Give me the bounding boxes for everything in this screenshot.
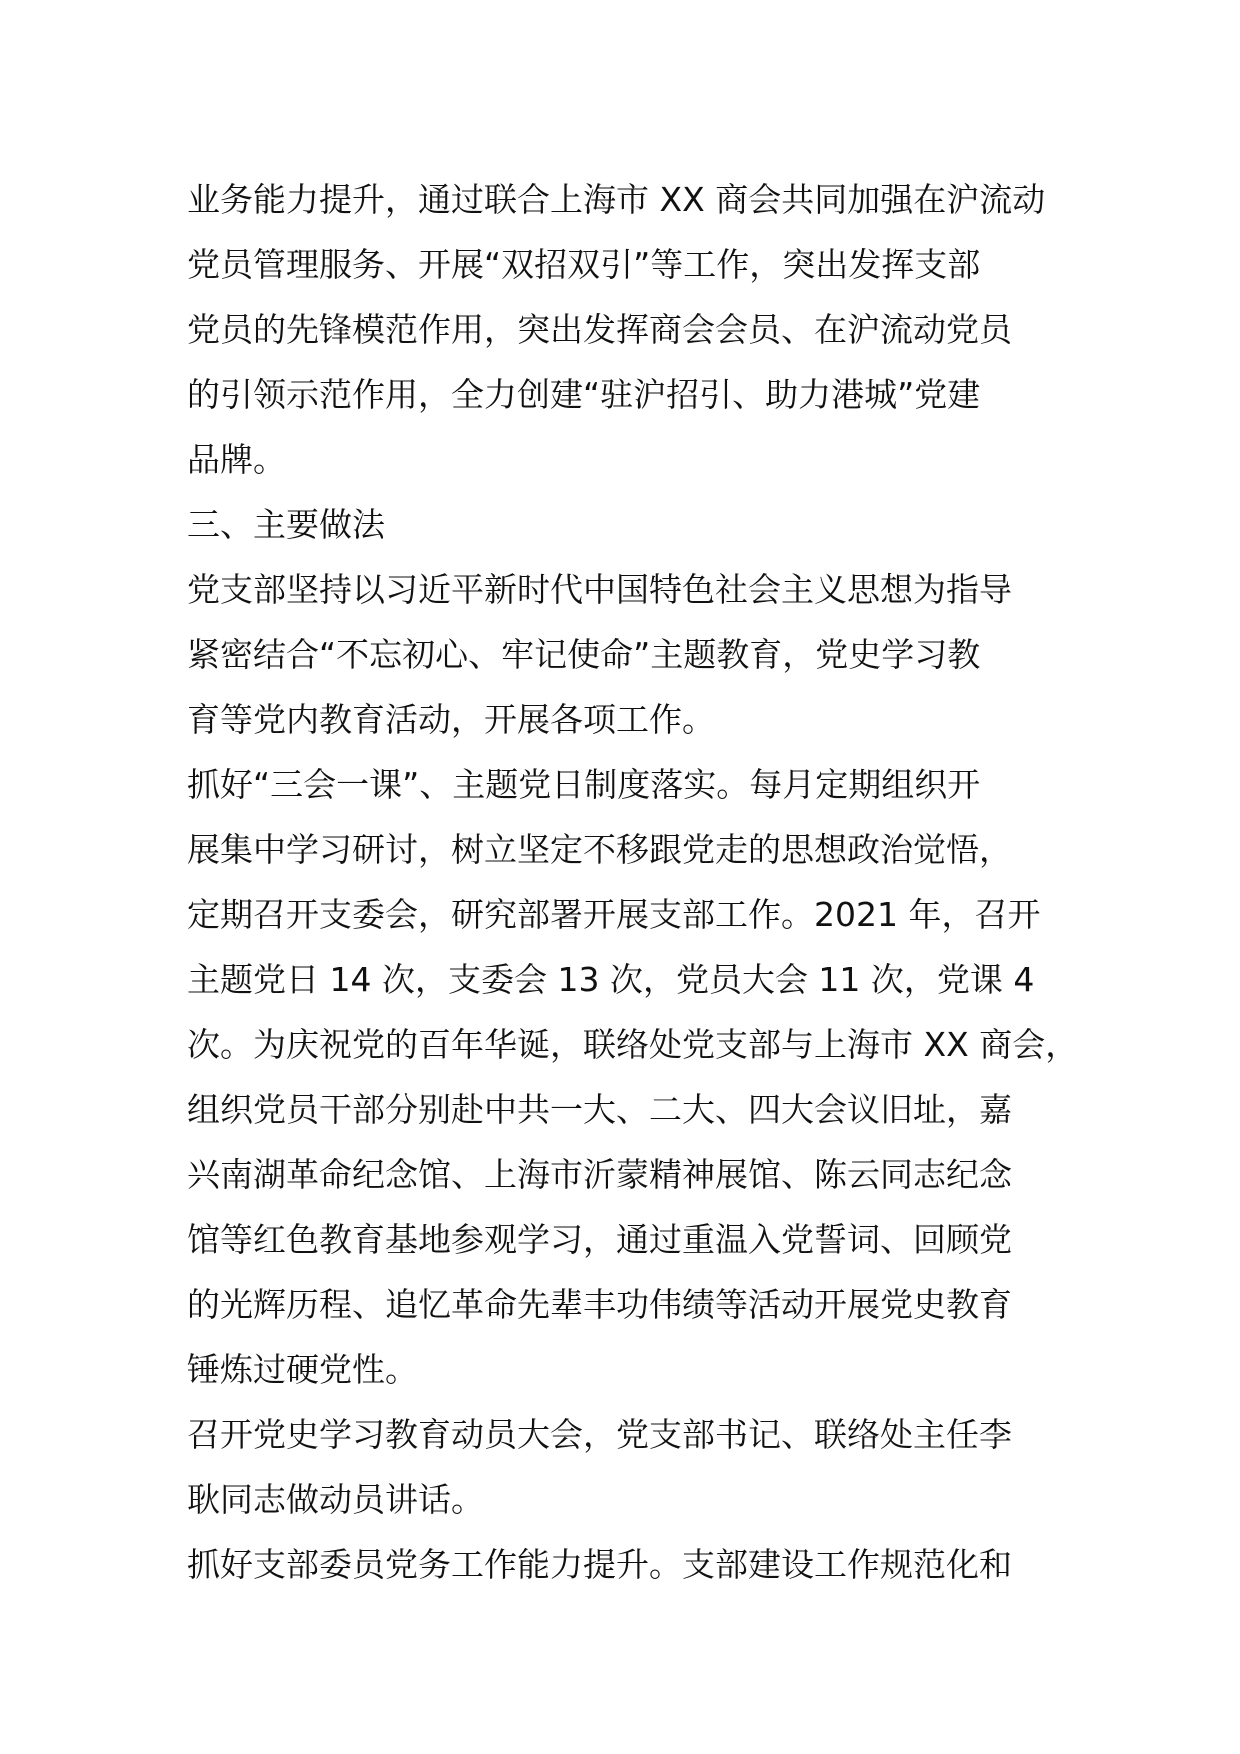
text-line: 主题党日 14 次，支委会 13 次，党员大会 11 次，党课 4 xyxy=(187,960,1035,999)
text-line: 品牌。 xyxy=(187,440,286,479)
text-line: 组织党员干部分别赴中共一大、二大、四大会议旧址，嘉 xyxy=(187,1090,1012,1129)
text-line: 业务能力提升，通过联合上海市 XX 商会共同加强在沪流动 xyxy=(187,180,1046,219)
text-line: 党支部坚持以习近平新时代中国特色社会主义思想为指导 xyxy=(187,570,1012,609)
text-line: 紧密结合“不忘初心、牢记使命”主题教育，党史学习教 xyxy=(187,635,981,674)
text-line: 育等党内教育活动，开展各项工作。 xyxy=(187,700,715,739)
text-line: 抓好支部委员党务工作能力提升。支部建设工作规范化和 xyxy=(187,1545,1012,1584)
text-line: 兴南湖革命纪念馆、上海市沂蒙精神展馆、陈云同志纪念 xyxy=(187,1155,1012,1194)
text-line: 耿同志做动员讲话。 xyxy=(187,1480,484,1519)
text-line: 抓好“三会一课”、主题党日制度落实。每月定期组织开 xyxy=(187,765,981,804)
section-heading: 三、主要做法 xyxy=(187,505,385,544)
text-line: 的引领示范作用，全力创建“驻沪招引、助力港城”党建 xyxy=(187,375,981,414)
text-line: 定期召开支委会，研究部署开展支部工作。2021 年，召开 xyxy=(187,895,1041,934)
text-line: 次。为庆祝党的百年华诞，联络处党支部与上海市 XX 商会， xyxy=(187,1025,1079,1064)
text-line: 召开党史学习教育动员大会，党支部书记、联络处主任李 xyxy=(187,1415,1012,1454)
text-line: 党员的先锋模范作用，突出发挥商会会员、在沪流动党员 xyxy=(187,310,1012,349)
text-line: 馆等红色教育基地参观学习，通过重温入党誓词、回顾党 xyxy=(187,1220,1012,1259)
text-line: 锤炼过硬党性。 xyxy=(187,1350,418,1389)
text-line: 党员管理服务、开展“双招双引”等工作，突出发挥支部 xyxy=(187,245,981,284)
body-text xyxy=(187,167,1087,1597)
text-line: 展集中学习研讨，树立坚定不移跟党走的思想政治觉悟， xyxy=(187,830,1012,869)
text-line: 的光辉历程、追忆革命先辈丰功伟绩等活动开展党史教育 xyxy=(187,1285,1012,1324)
